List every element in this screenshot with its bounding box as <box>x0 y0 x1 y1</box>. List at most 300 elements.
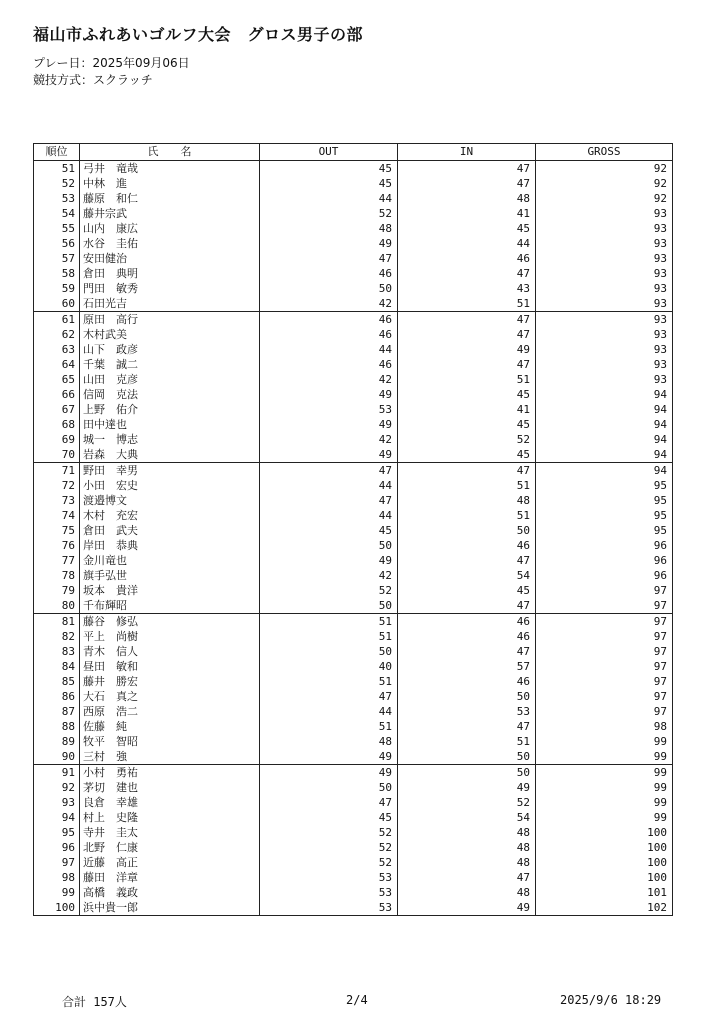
table-row <box>34 447 673 463</box>
player-name-cell: 岸田 恭典 <box>80 538 260 553</box>
rank-cell: 70 <box>34 447 80 463</box>
in-score-cell: 48 <box>398 191 536 206</box>
table-row <box>34 553 673 568</box>
rank-cell: 56 <box>34 236 80 251</box>
in-score-cell: 46 <box>398 251 536 266</box>
in-score-cell: 51 <box>398 296 536 312</box>
in-score-cell: 50 <box>398 689 536 704</box>
gross-score-cell: 94 <box>536 432 673 447</box>
rank-cell: 90 <box>34 749 80 765</box>
player-name-cell: 藤井 勝宏 <box>80 674 260 689</box>
in-score-cell: 49 <box>398 342 536 357</box>
rank-cell: 62 <box>34 327 80 342</box>
out-score-cell: 47 <box>260 795 398 810</box>
player-name-cell: 藤井宗武 <box>80 206 260 221</box>
player-name-cell: 野田 幸男 <box>80 463 260 479</box>
gross-score-cell: 97 <box>536 583 673 598</box>
page-number: 2/4 <box>346 993 368 1007</box>
gross-score-cell: 99 <box>536 734 673 749</box>
in-score-cell: 47 <box>398 644 536 659</box>
player-name-cell: 藤原 和仁 <box>80 191 260 206</box>
rank-cell: 95 <box>34 825 80 840</box>
gross-score-cell: 95 <box>536 493 673 508</box>
gross-score-cell: 96 <box>536 538 673 553</box>
in-score-cell: 48 <box>398 825 536 840</box>
player-name-cell: 渡邉博文 <box>80 493 260 508</box>
in-score-cell: 44 <box>398 236 536 251</box>
out-score-cell: 42 <box>260 372 398 387</box>
table-row <box>34 538 673 553</box>
player-name-cell: 大石 真之 <box>80 689 260 704</box>
player-name-cell: 茅切 建也 <box>80 780 260 795</box>
gross-score-cell: 97 <box>536 644 673 659</box>
out-score-cell: 49 <box>260 553 398 568</box>
out-score-cell: 49 <box>260 447 398 463</box>
player-name-cell: 坂本 貴洋 <box>80 583 260 598</box>
rank-cell: 52 <box>34 176 80 191</box>
gross-score-cell: 97 <box>536 704 673 719</box>
in-score-cell: 49 <box>398 780 536 795</box>
out-score-cell: 49 <box>260 236 398 251</box>
out-score-cell: 50 <box>260 538 398 553</box>
gross-score-cell: 93 <box>536 296 673 312</box>
out-score-cell: 42 <box>260 296 398 312</box>
rank-cell: 94 <box>34 810 80 825</box>
gross-score-cell: 98 <box>536 719 673 734</box>
out-score-cell: 44 <box>260 191 398 206</box>
in-score-cell: 51 <box>398 372 536 387</box>
gross-score-cell: 99 <box>536 810 673 825</box>
gross-score-cell: 93 <box>536 266 673 281</box>
rank-cell: 96 <box>34 840 80 855</box>
out-score-cell: 46 <box>260 327 398 342</box>
table-row <box>34 206 673 221</box>
rank-cell: 59 <box>34 281 80 296</box>
column-header-in: IN <box>398 144 536 161</box>
rank-cell: 91 <box>34 765 80 781</box>
in-score-cell: 47 <box>398 327 536 342</box>
in-score-cell: 46 <box>398 614 536 630</box>
table-row <box>34 900 673 916</box>
player-name-cell: 青木 信人 <box>80 644 260 659</box>
in-score-cell: 51 <box>398 508 536 523</box>
out-score-cell: 42 <box>260 568 398 583</box>
gross-score-cell: 101 <box>536 885 673 900</box>
player-name-cell: 中林 進 <box>80 176 260 191</box>
in-score-cell: 45 <box>398 387 536 402</box>
rank-cell: 77 <box>34 553 80 568</box>
gross-score-cell: 95 <box>536 478 673 493</box>
in-score-cell: 50 <box>398 523 536 538</box>
rank-cell: 83 <box>34 644 80 659</box>
out-score-cell: 48 <box>260 734 398 749</box>
rank-cell: 73 <box>34 493 80 508</box>
rank-cell: 88 <box>34 719 80 734</box>
player-name-cell: 信岡 克法 <box>80 387 260 402</box>
player-name-cell: 山内 康広 <box>80 221 260 236</box>
out-score-cell: 47 <box>260 463 398 479</box>
table-row <box>34 719 673 734</box>
out-score-cell: 52 <box>260 825 398 840</box>
table-row <box>34 191 673 206</box>
gross-score-cell: 97 <box>536 629 673 644</box>
table-row <box>34 614 673 630</box>
gross-score-cell: 94 <box>536 387 673 402</box>
in-score-cell: 47 <box>398 161 536 177</box>
out-score-cell: 52 <box>260 206 398 221</box>
rank-cell: 68 <box>34 417 80 432</box>
out-score-cell: 49 <box>260 749 398 765</box>
player-name-cell: 田中達也 <box>80 417 260 432</box>
in-score-cell: 41 <box>398 402 536 417</box>
player-name-cell: 石田光吉 <box>80 296 260 312</box>
out-score-cell: 51 <box>260 629 398 644</box>
player-name-cell: 山田 克彦 <box>80 372 260 387</box>
gross-score-cell: 100 <box>536 855 673 870</box>
in-score-cell: 52 <box>398 795 536 810</box>
out-score-cell: 52 <box>260 583 398 598</box>
out-score-cell: 53 <box>260 885 398 900</box>
gross-score-cell: 99 <box>536 749 673 765</box>
rank-cell: 65 <box>34 372 80 387</box>
player-name-cell: 佐藤 純 <box>80 719 260 734</box>
player-name-cell: 近藤 高正 <box>80 855 260 870</box>
out-score-cell: 40 <box>260 659 398 674</box>
gross-score-cell: 93 <box>536 221 673 236</box>
in-score-cell: 46 <box>398 674 536 689</box>
out-score-cell: 49 <box>260 387 398 402</box>
player-name-cell: 門田 敏秀 <box>80 281 260 296</box>
table-row <box>34 432 673 447</box>
table-row <box>34 478 673 493</box>
in-score-cell: 48 <box>398 885 536 900</box>
in-score-cell: 54 <box>398 568 536 583</box>
in-score-cell: 51 <box>398 734 536 749</box>
table-row <box>34 568 673 583</box>
in-score-cell: 45 <box>398 417 536 432</box>
rank-cell: 92 <box>34 780 80 795</box>
table-row <box>34 281 673 296</box>
table-row <box>34 508 673 523</box>
rank-cell: 69 <box>34 432 80 447</box>
results-table <box>33 143 673 916</box>
column-header-gross: GROSS <box>536 144 673 161</box>
out-score-cell: 46 <box>260 312 398 328</box>
rank-cell: 61 <box>34 312 80 328</box>
gross-score-cell: 92 <box>536 191 673 206</box>
in-score-cell: 43 <box>398 281 536 296</box>
gross-score-cell: 97 <box>536 659 673 674</box>
gross-score-cell: 96 <box>536 553 673 568</box>
table-row <box>34 825 673 840</box>
rank-cell: 55 <box>34 221 80 236</box>
rank-cell: 99 <box>34 885 80 900</box>
out-score-cell: 53 <box>260 402 398 417</box>
table-row <box>34 765 673 781</box>
player-name-cell: 西原 浩二 <box>80 704 260 719</box>
gross-score-cell: 93 <box>536 357 673 372</box>
out-score-cell: 52 <box>260 840 398 855</box>
gross-score-cell: 93 <box>536 312 673 328</box>
gross-score-cell: 97 <box>536 598 673 614</box>
player-name-cell: 城一 博志 <box>80 432 260 447</box>
table-row <box>34 780 673 795</box>
table-row <box>34 855 673 870</box>
table-row <box>34 236 673 251</box>
table-row <box>34 493 673 508</box>
gross-score-cell: 93 <box>536 372 673 387</box>
in-score-cell: 50 <box>398 765 536 781</box>
in-score-cell: 47 <box>398 463 536 479</box>
in-score-cell: 47 <box>398 719 536 734</box>
gross-score-cell: 97 <box>536 689 673 704</box>
player-name-cell: 寺井 圭太 <box>80 825 260 840</box>
rank-cell: 66 <box>34 387 80 402</box>
rank-cell: 72 <box>34 478 80 493</box>
player-name-cell: 藤田 洋章 <box>80 870 260 885</box>
gross-score-cell: 94 <box>536 463 673 479</box>
player-name-cell: 水谷 圭佑 <box>80 236 260 251</box>
rank-cell: 82 <box>34 629 80 644</box>
table-header <box>34 144 673 161</box>
table-row <box>34 840 673 855</box>
rank-cell: 58 <box>34 266 80 281</box>
player-name-cell: 木村 充宏 <box>80 508 260 523</box>
gross-score-cell: 99 <box>536 780 673 795</box>
out-score-cell: 48 <box>260 221 398 236</box>
table-row <box>34 885 673 900</box>
table-row <box>34 583 673 598</box>
table-row <box>34 629 673 644</box>
out-score-cell: 51 <box>260 674 398 689</box>
rank-cell: 100 <box>34 900 80 916</box>
in-score-cell: 46 <box>398 629 536 644</box>
rank-cell: 89 <box>34 734 80 749</box>
column-header-name: 氏 名 <box>80 144 260 161</box>
table-row <box>34 221 673 236</box>
player-name-cell: 岩森 大典 <box>80 447 260 463</box>
table-row <box>34 161 673 177</box>
gross-score-cell: 93 <box>536 327 673 342</box>
table-row <box>34 251 673 266</box>
rank-cell: 87 <box>34 704 80 719</box>
table-row <box>34 342 673 357</box>
out-score-cell: 50 <box>260 644 398 659</box>
out-score-cell: 50 <box>260 780 398 795</box>
in-score-cell: 57 <box>398 659 536 674</box>
total-count: 合計 157人 <box>62 995 127 1009</box>
in-score-cell: 47 <box>398 870 536 885</box>
out-score-cell: 45 <box>260 523 398 538</box>
player-name-cell: 弓井 竜哉 <box>80 161 260 177</box>
rank-cell: 67 <box>34 402 80 417</box>
rank-cell: 81 <box>34 614 80 630</box>
rank-cell: 79 <box>34 583 80 598</box>
player-name-cell: 昼田 敏和 <box>80 659 260 674</box>
rank-cell: 53 <box>34 191 80 206</box>
rank-cell: 93 <box>34 795 80 810</box>
out-score-cell: 44 <box>260 704 398 719</box>
table-row <box>34 598 673 614</box>
in-score-cell: 48 <box>398 840 536 855</box>
player-name-cell: 小村 勇祐 <box>80 765 260 781</box>
player-name-cell: 千布輝昭 <box>80 598 260 614</box>
player-name-cell: 金川竜也 <box>80 553 260 568</box>
player-name-cell: 原田 高行 <box>80 312 260 328</box>
player-name-cell: 北野 仁康 <box>80 840 260 855</box>
table-row <box>34 689 673 704</box>
gross-score-cell: 100 <box>536 870 673 885</box>
player-name-cell: 村上 史隆 <box>80 810 260 825</box>
player-name-cell: 小田 宏史 <box>80 478 260 493</box>
table-row <box>34 644 673 659</box>
table-row <box>34 704 673 719</box>
gross-score-cell: 94 <box>536 402 673 417</box>
out-score-cell: 44 <box>260 342 398 357</box>
player-name-cell: 高橋 義政 <box>80 885 260 900</box>
gross-score-cell: 100 <box>536 840 673 855</box>
header-row <box>34 144 673 161</box>
out-score-cell: 52 <box>260 855 398 870</box>
column-header-out: OUT <box>260 144 398 161</box>
out-score-cell: 46 <box>260 266 398 281</box>
gross-score-cell: 93 <box>536 251 673 266</box>
out-score-cell: 45 <box>260 810 398 825</box>
rank-cell: 84 <box>34 659 80 674</box>
table-row <box>34 659 673 674</box>
table-row <box>34 749 673 765</box>
out-score-cell: 47 <box>260 251 398 266</box>
gross-score-cell: 92 <box>536 161 673 177</box>
in-score-cell: 50 <box>398 749 536 765</box>
player-name-cell: 平上 尚樹 <box>80 629 260 644</box>
gross-score-cell: 97 <box>536 614 673 630</box>
gross-score-cell: 93 <box>536 342 673 357</box>
table-row <box>34 387 673 402</box>
table-row <box>34 327 673 342</box>
player-name-cell: 牧平 智昭 <box>80 734 260 749</box>
out-score-cell: 44 <box>260 508 398 523</box>
player-name-cell: 旗手弘世 <box>80 568 260 583</box>
player-name-cell: 藤谷 修弘 <box>80 614 260 630</box>
gross-score-cell: 95 <box>536 523 673 538</box>
player-name-cell: 安田健治 <box>80 251 260 266</box>
rank-cell: 85 <box>34 674 80 689</box>
rank-cell: 80 <box>34 598 80 614</box>
player-name-cell: 倉田 武夫 <box>80 523 260 538</box>
gross-score-cell: 94 <box>536 447 673 463</box>
rank-cell: 76 <box>34 538 80 553</box>
out-score-cell: 51 <box>260 614 398 630</box>
table-row <box>34 810 673 825</box>
player-name-cell: 千葉 誠二 <box>80 357 260 372</box>
rank-cell: 57 <box>34 251 80 266</box>
player-name-cell: 木村武美 <box>80 327 260 342</box>
out-score-cell: 45 <box>260 161 398 177</box>
in-score-cell: 45 <box>398 221 536 236</box>
in-score-cell: 41 <box>398 206 536 221</box>
rank-cell: 54 <box>34 206 80 221</box>
table-row <box>34 266 673 281</box>
gross-score-cell: 92 <box>536 176 673 191</box>
table-row <box>34 734 673 749</box>
table-row <box>34 417 673 432</box>
out-score-cell: 49 <box>260 417 398 432</box>
gross-score-cell: 100 <box>536 825 673 840</box>
in-score-cell: 45 <box>398 447 536 463</box>
in-score-cell: 48 <box>398 493 536 508</box>
player-name-cell: 倉田 典明 <box>80 266 260 281</box>
column-header-rank: 順位 <box>34 144 80 161</box>
out-score-cell: 53 <box>260 900 398 916</box>
in-score-cell: 47 <box>398 357 536 372</box>
in-score-cell: 47 <box>398 598 536 614</box>
rank-cell: 97 <box>34 855 80 870</box>
table-body <box>34 161 673 916</box>
out-score-cell: 47 <box>260 689 398 704</box>
in-score-cell: 53 <box>398 704 536 719</box>
in-score-cell: 49 <box>398 900 536 916</box>
table-row <box>34 312 673 328</box>
gross-score-cell: 102 <box>536 900 673 916</box>
out-score-cell: 51 <box>260 719 398 734</box>
gross-score-cell: 93 <box>536 236 673 251</box>
out-score-cell: 50 <box>260 281 398 296</box>
table-row <box>34 296 673 312</box>
player-name-cell: 上野 佑介 <box>80 402 260 417</box>
in-score-cell: 47 <box>398 553 536 568</box>
in-score-cell: 46 <box>398 538 536 553</box>
out-score-cell: 46 <box>260 357 398 372</box>
player-name-cell: 良倉 幸雄 <box>80 795 260 810</box>
table-row <box>34 870 673 885</box>
rank-cell: 60 <box>34 296 80 312</box>
player-name-cell: 浜中貴一郎 <box>80 900 260 916</box>
table-row <box>34 795 673 810</box>
rank-cell: 64 <box>34 357 80 372</box>
in-score-cell: 47 <box>398 312 536 328</box>
gross-score-cell: 93 <box>536 281 673 296</box>
in-score-cell: 51 <box>398 478 536 493</box>
play-date: プレー日：2025年09月06日 <box>33 56 190 70</box>
player-name-cell: 山下 政彦 <box>80 342 260 357</box>
table-row <box>34 523 673 538</box>
gross-score-cell: 94 <box>536 417 673 432</box>
rank-cell: 86 <box>34 689 80 704</box>
out-score-cell: 53 <box>260 870 398 885</box>
in-score-cell: 47 <box>398 176 536 191</box>
page-title: 福山市ふれあいゴルフ大会 グロス男子の部 <box>33 25 364 44</box>
table-row <box>34 357 673 372</box>
rank-cell: 63 <box>34 342 80 357</box>
gross-score-cell: 96 <box>536 568 673 583</box>
out-score-cell: 47 <box>260 493 398 508</box>
in-score-cell: 45 <box>398 583 536 598</box>
table-row <box>34 463 673 479</box>
table-row <box>34 176 673 191</box>
in-score-cell: 47 <box>398 266 536 281</box>
rank-cell: 98 <box>34 870 80 885</box>
rank-cell: 71 <box>34 463 80 479</box>
player-name-cell: 三村 強 <box>80 749 260 765</box>
out-score-cell: 50 <box>260 598 398 614</box>
competition-format: 競技方式：スクラッチ <box>33 73 153 87</box>
gross-score-cell: 95 <box>536 508 673 523</box>
out-score-cell: 42 <box>260 432 398 447</box>
rank-cell: 74 <box>34 508 80 523</box>
in-score-cell: 54 <box>398 810 536 825</box>
rank-cell: 78 <box>34 568 80 583</box>
